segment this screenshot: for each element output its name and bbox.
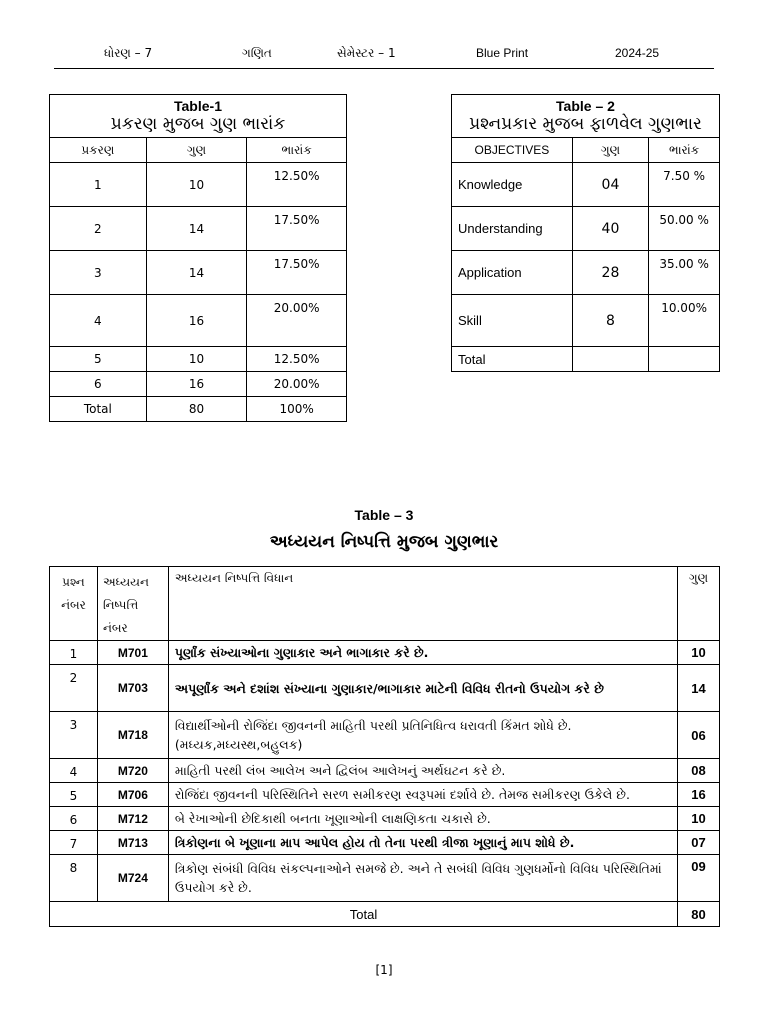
table-cell: 6 [50,372,147,397]
table-cell: 12.50% [247,347,347,372]
table-cell: 20.00% [247,295,347,347]
marks-cell: 09 [678,855,720,902]
semester-label: સેમેસ્ટર – 1 [337,46,396,60]
table-cell [649,347,720,372]
table-cell: 50.00 % [649,207,720,251]
table-row [50,712,720,759]
table-row [50,807,720,831]
table-cell: 100% [247,397,347,422]
table-cell: 10.00% [649,295,720,347]
table-cell: 16 [146,295,247,347]
table-row [50,759,720,783]
table-cell: 16 [146,372,247,397]
table-cell: 10 [146,347,247,372]
statement-cell: વિદ્યાર્થીઓની રોજિંદા જીવનની માહિતી પરથી પ્રતિનિધિત્વ ધરાવતી કિંમત શોધે છે. (મધ્યક,મધ્યસ્થ,બહુલક) [168,712,677,759]
qno-cell: 5 [50,783,98,807]
qno-header-line: પ્રશ્ન [62,575,85,589]
table-cell: 4 [50,295,147,347]
table-cell: Knowledge [452,163,573,207]
lo-header-line: નિષ્પત્તિ [102,598,139,612]
statement-cell: ત્રિકોણ સંબંધી વિવિધ સંકલ્પનાઓને સમજે છે. અને તે સબંધી વિવિધ ગુણધર્મોનો વિવિધ પરિસ્થિતિમાં ઉપયોગ કરે છે. [168,855,677,902]
lo-code-cell: M706 [97,783,168,807]
qno-cell: 7 [50,831,98,855]
table1-label: Table-1 [174,98,222,114]
table1-title: પ્રકરણ મુજબ ગુણ ભારાંક [110,114,286,134]
qno-cell: 3 [50,712,98,759]
table-row [50,665,720,712]
table-total-row [50,902,720,927]
table2-title: પ્રશ્નપ્રકાર મુજબ ફાળવેલ ગુણભાર [469,114,702,134]
table-cell: 5 [50,347,147,372]
table-cell: 35.00 % [649,251,720,295]
table-row [452,251,720,295]
table-cell: 8 [572,295,648,347]
table3-label: Table – 3 [354,507,414,523]
table-total-row [452,347,720,372]
table2-header: OBJECTIVES [452,138,573,163]
table-cell: 3 [50,251,147,295]
table-cell: 14 [146,251,247,295]
year-label: 2024-25 [615,46,660,60]
page-number: [1] [375,963,393,977]
table-row [50,251,347,295]
table-learning-outcomes [49,566,720,927]
qno-cell: 2 [50,665,98,712]
table3-title: અધ્યયન નિષ્પત્તિ મુજબ ગુણભાર [269,532,499,552]
qno-cell: 4 [50,759,98,783]
table-cell: Understanding [452,207,573,251]
table-row [50,372,347,397]
table-cell: Application [452,251,573,295]
table2-label: Table – 2 [556,98,615,114]
table-cell [572,347,648,372]
total-label-cell: Total [50,902,678,927]
statement-cell: ત્રિકોણના બે ખૂણાના માપ આપેલ હોય તો તેના પરથી ત્રીજા ખૂણાનું માપ શોધે છે. [168,831,677,855]
table-total-row [50,397,347,422]
marks-cell: 08 [678,759,720,783]
table-row [50,831,720,855]
lo-code-cell: M713 [97,831,168,855]
table-row [452,207,720,251]
table-cell: 10 [146,163,247,207]
table-objective-weightage [451,94,720,372]
lo-code-cell: M703 [97,665,168,712]
subject-label: ગણિત [242,46,272,60]
table-row [50,295,347,347]
table3-header-row [50,567,720,641]
std-label: ધોરણ – 7 [104,46,153,60]
marks-cell: 16 [678,783,720,807]
qno-header [50,567,98,641]
table-cell: 20.00% [247,372,347,397]
table-cell: 1 [50,163,147,207]
table-row [452,295,720,347]
table1-header: પ્રકરણ [50,138,147,163]
table2-header: ગુણ [572,138,648,163]
table2-header: ભારાંક [649,138,720,163]
table-row [50,783,720,807]
total-marks-cell: 80 [678,902,720,927]
table-row [50,641,720,665]
lo-code-cell: M718 [97,712,168,759]
table1-caption [50,95,347,138]
statement-header: અધ્યયન નિષ્પત્તિ વિધાન [168,567,677,641]
table-cell: Skill [452,295,573,347]
table-cell: 80 [146,397,247,422]
page-header [54,46,714,69]
table-cell: 04 [572,163,648,207]
statement-cell: બે રેખાઓની છેદિકાથી બનતા ખૂણાઓની લાક્ષણિકતા ચકાસે છે. [168,807,677,831]
table-row [50,207,347,251]
table-cell: 12.50% [247,163,347,207]
statement-cell: રોજિંદા જીવનની પરિસ્થિતિને સરળ સમીકરણ સ્વરૂપમાં દર્શાવે છે. તેમજ સમીકરણ ઉકેલે છે. [168,783,677,807]
lo-code-cell: M724 [97,855,168,902]
lo-code-cell: M701 [97,641,168,665]
table-cell: 7.50 % [649,163,720,207]
marks-cell: 10 [678,807,720,831]
table-cell: 40 [572,207,648,251]
table-cell: 17.50% [247,251,347,295]
table-cell: Total [452,347,573,372]
marks-cell: 06 [678,712,720,759]
table-row [50,163,347,207]
marks-header: ગુણ [678,567,720,641]
table2-caption [452,95,720,138]
marks-cell: 14 [678,665,720,712]
table-cell: 28 [572,251,648,295]
doc-label: Blue Print [476,46,529,60]
statement-cell: માહિતી પરથી લંબ આલેખ અને દ્વિલંબ આલેખનું અર્થઘટન કરે છે. [168,759,677,783]
lo-code-cell: M720 [97,759,168,783]
table-chapter-weightage [49,94,347,422]
lo-code-cell: M712 [97,807,168,831]
qno-header-line: નંબર [61,598,86,612]
table-cell: 17.50% [247,207,347,251]
marks-cell: 07 [678,831,720,855]
qno-cell: 1 [50,641,98,665]
qno-cell: 6 [50,807,98,831]
table-cell: 2 [50,207,147,251]
table-row [452,163,720,207]
lo-header-line: નંબર [102,621,128,635]
table-row [50,855,720,902]
marks-cell: 10 [678,641,720,665]
statement-cell: અપૂર્ણાંક અને દશાંશ સંખ્યાના ગુણાકાર/ભાગાકાર માટેની વિવિધ રીતનો ઉપયોગ કરે છે [168,665,677,712]
table-row [50,347,347,372]
lo-header-line: અધ્યયન [102,575,149,589]
statement-cell: પૂર્ણાંક સંખ્યાઓના ગુણાકાર અને ભાગાકાર કરે છે. [168,641,677,665]
table1-header: ભારાંક [247,138,347,163]
qno-cell: 8 [50,855,98,902]
table-cell: 14 [146,207,247,251]
table-cell: Total [50,397,147,422]
lo-header [97,567,168,641]
table1-header: ગુણ [146,138,247,163]
